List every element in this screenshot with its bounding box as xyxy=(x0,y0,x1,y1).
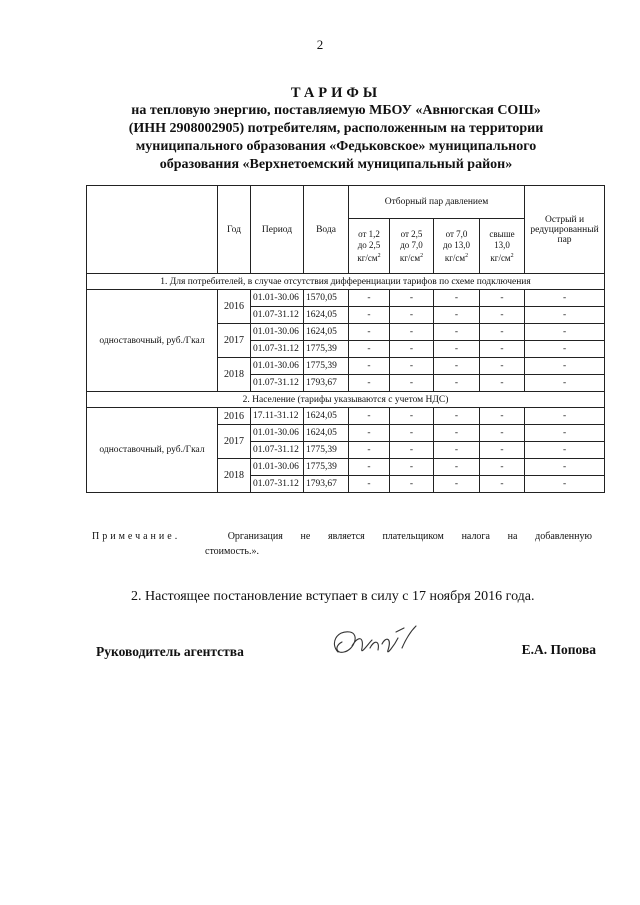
year-cell: 2017 xyxy=(218,324,251,358)
value-cell: - xyxy=(349,442,390,459)
header-sharp-steam: Острый и редуцированный пар xyxy=(525,186,605,274)
header-steam-group: Отборный пар давлением xyxy=(349,186,525,219)
value-cell: - xyxy=(349,341,390,358)
value-cell: - xyxy=(480,324,525,341)
value-cell: - xyxy=(434,442,480,459)
document-title xyxy=(90,84,582,174)
value-cell: - xyxy=(434,307,480,324)
value-cell: - xyxy=(390,324,434,341)
water-cell: 1775,39 xyxy=(304,442,349,459)
resolution-text: 2. Настоящее постановление вступает в силу с 17 ноября 2016 года. xyxy=(131,589,535,604)
value-cell: - xyxy=(525,324,605,341)
value-cell: - xyxy=(525,459,605,476)
period-cell: 01.07-31.12 xyxy=(251,375,304,392)
year-cell: 2018 xyxy=(218,358,251,392)
value-cell: - xyxy=(480,408,525,425)
water-cell: 1570,05 xyxy=(304,290,349,307)
period-cell: 01.07-31.12 xyxy=(251,307,304,324)
water-cell: 1624,05 xyxy=(304,408,349,425)
value-cell: - xyxy=(349,425,390,442)
value-cell: - xyxy=(480,358,525,375)
value-cell: - xyxy=(434,476,480,493)
value-cell: - xyxy=(390,341,434,358)
period-cell: 01.01-30.06 xyxy=(251,358,304,375)
note-word: плательщиком xyxy=(382,531,444,542)
value-cell: - xyxy=(390,375,434,392)
value-cell: - xyxy=(349,307,390,324)
water-cell: 1624,05 xyxy=(304,324,349,341)
value-cell: - xyxy=(390,358,434,375)
value-cell: - xyxy=(434,375,480,392)
value-cell: - xyxy=(525,476,605,493)
value-cell: - xyxy=(349,476,390,493)
header-year: Год xyxy=(218,186,251,274)
consumer-type: одноставочный, руб./Гкал xyxy=(87,408,218,493)
consumer-type: одноставочный, руб./Гкал xyxy=(87,290,218,392)
value-cell: - xyxy=(480,341,525,358)
value-cell: - xyxy=(390,459,434,476)
value-cell: - xyxy=(525,408,605,425)
value-cell: - xyxy=(390,408,434,425)
note xyxy=(92,529,592,559)
year-cell: 2017 xyxy=(218,425,251,459)
value-cell: - xyxy=(390,290,434,307)
note-word: является xyxy=(328,531,365,542)
header-steam-over-13: свыше 13,0 $кг/см^2$ xyxy=(480,219,525,274)
water-cell: 1793,67 xyxy=(304,476,349,493)
value-cell: - xyxy=(480,307,525,324)
water-cell: 1775,39 xyxy=(304,341,349,358)
title-line: на тепловую энергию, поставляемую МБОУ «Авнюгская СОШ» xyxy=(131,103,541,118)
value-cell: - xyxy=(525,290,605,307)
header-water: Вода xyxy=(304,186,349,274)
period-cell: 01.01-30.06 xyxy=(251,324,304,341)
tariff-table xyxy=(86,185,605,493)
value-cell: - xyxy=(480,476,525,493)
value-cell: - xyxy=(525,341,605,358)
signatory-name: Е.А. Попова xyxy=(521,642,596,657)
value-cell: - xyxy=(434,408,480,425)
note-label: Примечание. xyxy=(92,531,181,542)
water-cell: 1624,05 xyxy=(304,307,349,324)
header-period: Период xyxy=(251,186,304,274)
value-cell: - xyxy=(434,459,480,476)
water-cell: 1775,39 xyxy=(304,358,349,375)
value-cell: - xyxy=(349,324,390,341)
value-cell: - xyxy=(349,459,390,476)
note-word: Организация xyxy=(227,531,283,542)
value-cell: - xyxy=(434,358,480,375)
period-cell: 01.01-30.06 xyxy=(251,425,304,442)
title-line: муниципального образования «Федьковское» муниципального xyxy=(135,139,537,154)
period-cell: 01.07-31.12 xyxy=(251,341,304,358)
note-word: не xyxy=(300,531,311,542)
water-cell: 1793,67 xyxy=(304,375,349,392)
section-title: 2. Население (тарифы указываются с учетом НДС) xyxy=(87,392,605,408)
value-cell: - xyxy=(525,442,605,459)
note-word: налога xyxy=(461,531,490,542)
period-cell: 01.01-30.06 xyxy=(251,290,304,307)
water-cell: 1775,39 xyxy=(304,459,349,476)
period-cell: 01.07-31.12 xyxy=(251,476,304,493)
value-cell: - xyxy=(390,425,434,442)
header-steam-7-13: от 7,0 до 13,0 $кг/см^2$ xyxy=(434,219,480,274)
handwritten-signature xyxy=(324,622,420,666)
value-cell: - xyxy=(525,307,605,324)
note-text: стоимость.». xyxy=(205,546,259,557)
section-title: 1. Для потребителей, в случае отсутствия дифференциации тарифов по схеме подключения xyxy=(87,274,605,290)
title-main: ТАРИФЫ xyxy=(290,85,382,101)
value-cell: - xyxy=(525,358,605,375)
value-cell: - xyxy=(434,290,480,307)
value-cell: - xyxy=(390,442,434,459)
header-steam-2-5-7: от 2,5 до 7,0 $кг/см^2$ xyxy=(390,219,434,274)
value-cell: - xyxy=(434,341,480,358)
value-cell: - xyxy=(480,459,525,476)
value-cell: - xyxy=(349,408,390,425)
table-row xyxy=(87,408,605,425)
value-cell: - xyxy=(390,307,434,324)
page-number: 2 xyxy=(316,37,324,52)
value-cell: - xyxy=(349,358,390,375)
year-cell: 2018 xyxy=(218,459,251,493)
water-cell: 1624,05 xyxy=(304,425,349,442)
value-cell: - xyxy=(480,375,525,392)
year-cell: 2016 xyxy=(218,408,251,425)
value-cell: - xyxy=(480,290,525,307)
table-row xyxy=(87,290,605,307)
period-cell: 01.07-31.12 xyxy=(251,442,304,459)
header-steam-1-2-5: от 1,2 до 2,5 $кг/см^2$ xyxy=(349,219,390,274)
value-cell: - xyxy=(434,425,480,442)
header-consumer xyxy=(87,186,218,274)
note-word: добавленную xyxy=(535,531,592,542)
value-cell: - xyxy=(349,290,390,307)
signatory-title: Руководитель агентства xyxy=(96,644,244,659)
title-line: образования «Верхнетоемский муниципальный район» xyxy=(159,157,513,172)
note-word: на xyxy=(507,531,518,542)
value-cell: - xyxy=(480,442,525,459)
value-cell: - xyxy=(525,375,605,392)
title-line: (ИНН 2908002905) потребителям, расположенным на территории xyxy=(128,121,544,136)
value-cell: - xyxy=(525,425,605,442)
period-cell: 01.01-30.06 xyxy=(251,459,304,476)
value-cell: - xyxy=(349,375,390,392)
period-cell: 17.11-31.12 xyxy=(251,408,304,425)
year-cell: 2016 xyxy=(218,290,251,324)
value-cell: - xyxy=(434,324,480,341)
value-cell: - xyxy=(390,476,434,493)
value-cell: - xyxy=(480,425,525,442)
